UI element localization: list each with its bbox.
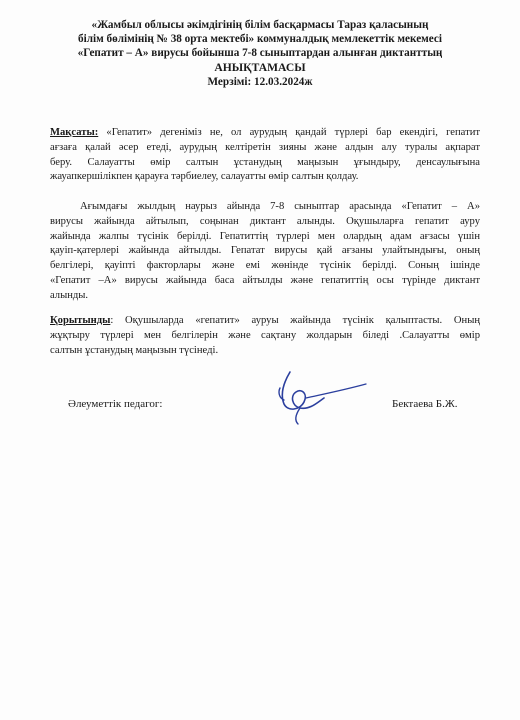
header-line-3: «Гепатит – А» вирусы бойынша 7-8 сыныптардан алынған диктанттың <box>77 47 443 60</box>
purpose-text-1: «Гепатит» дегеніміз не, ол аурудың қандай түрлері бар екендігі, гепатит <box>98 127 480 138</box>
purpose-line-1 <box>50 126 480 141</box>
conclusion-line-3: салтын ұстанудың маңызын түсінеді. <box>50 344 219 356</box>
handwritten-signature <box>262 368 372 428</box>
document-title: АНЫҚТАМАСЫ <box>214 60 306 74</box>
signature-stroke-flourish <box>306 384 366 398</box>
header-line-2: білім бөлімінің № 38 орта мектебі» коммуналдық мемлекеттік мекемесі <box>78 33 442 46</box>
purpose-line-4: жауапкершілікпен қарауға тәрбиелеу, салауатты өмір салтын қолдау. <box>50 171 359 183</box>
body-line-6: «Гепатит –А» вирусы жайында баса айтылды және гепатиттің осы түрінде диктант <box>50 274 480 286</box>
signer-name: Бектаева Б.Ж. <box>392 398 458 410</box>
document-header <box>40 18 480 89</box>
purpose-line-3: беру. Салауатты өмір салтын ұстанудың маңызын ұғындыру, денсаулығына <box>50 156 480 168</box>
body-line-1: Ағымдағы жылдың наурыз айында 7-8 сыныптар арасында «Гепатит – А» <box>80 201 480 212</box>
purpose-label: Мақсаты: <box>50 127 99 138</box>
header-line-1: «Жамбыл облысы әкімдігінің білім басқармасы Тараз қаласының <box>91 19 429 31</box>
conclusion-label: Қорытынды <box>50 315 111 326</box>
body-line-7: алынды. <box>50 289 89 301</box>
conclusion-line-1 <box>50 314 480 329</box>
purpose-line-2: ағзаға қалай әсер етеді, аурудың келтіретін зияны және алдын алу туралы ақпарат <box>50 141 480 153</box>
body-line-3: жайында жалпы түсінік берілді. Гепатиттің түрлері мен олардың адам ағзасы үшін <box>50 230 480 242</box>
document-date: Мерзімі: 12.03.2024ж <box>207 75 313 88</box>
body-line-2: вирусы жайында айтылып, соңынан диктант алынды. Оқушыларға гепатит ауру <box>50 215 480 227</box>
body-line-5: белгілері, қауіпті факторлары және емі жөнінде түсінік берілді. Соның ішінде <box>50 260 480 272</box>
signature-stroke-main <box>282 372 324 409</box>
conclusion-text-1: : Оқушыларда «гепатит» ауруы жайында түсінік қалыптасты. Оның <box>110 315 480 326</box>
body-section <box>50 200 480 304</box>
purpose-section <box>50 126 480 185</box>
signer-role: Әлеуметтік педагог: <box>68 398 163 410</box>
signature-stroke-tail <box>296 408 300 424</box>
conclusion-line-2: жұқтыру түрлері мен белгілерін және сақтану жолдарын біледі .Салауатты өмір <box>50 329 480 341</box>
body-line-4: қауіп-қатерлері жайында айтылды. Гепатат вирусы қай ағзаны улайтындығы, оның <box>50 245 480 257</box>
conclusion-section <box>50 314 480 358</box>
